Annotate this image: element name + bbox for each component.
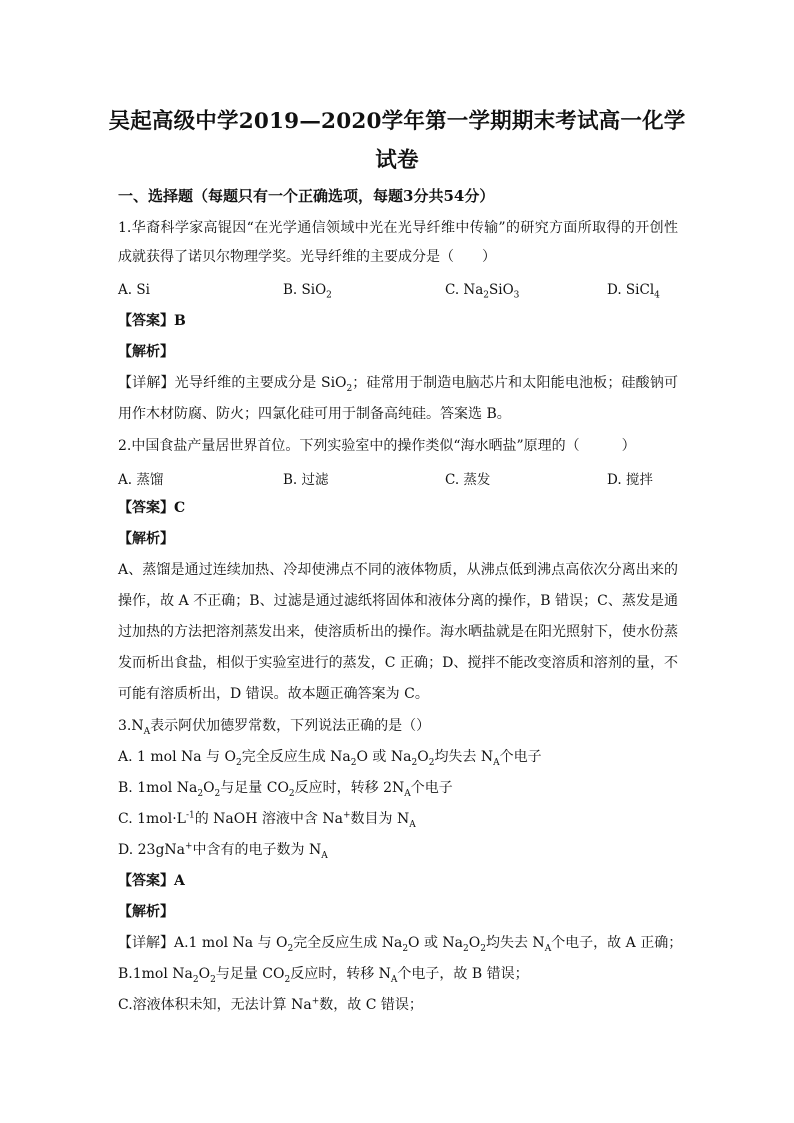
q3-option-d: D. 23gNa+中含有的电子数为 $N_A$ xyxy=(118,841,328,861)
q2-answer: 【答案】C xyxy=(118,500,186,516)
q3-detail-line2: B.1mol $Na_2O_2$与足量 $CO_2$反应时，转移 $N_A$个电子，故 B 错误； xyxy=(118,966,529,985)
q2-analysis-label: 【解析】 xyxy=(118,531,174,547)
q2-option-c: C. 蒸发 xyxy=(445,472,491,488)
q1-detail-line2: 用作木材防腐、防火；四氯化硅可用于制备高纯硅。答案选 B。 xyxy=(118,406,511,422)
q3-analysis-label: 【解析】 xyxy=(118,904,174,920)
q1-stem-line1: 1.华裔科学家高锟因“在光学通信领域中光在光导纤维中传输”的研究方面所取得的开创性 xyxy=(118,220,678,236)
q2-option-b: B. 过滤 xyxy=(283,472,329,488)
q2-option-a: A. 蒸馏 xyxy=(118,472,164,488)
q2-stem: 2.中国食盐产量居世界首位。下列实验室中的操作类似“海水晒盐”原理的（ ） xyxy=(118,438,636,454)
q3-answer: 【答案】A xyxy=(118,873,185,889)
q1-option-b: B. SiO$_2$ xyxy=(283,282,332,301)
q1-option-a: A. Si xyxy=(118,282,150,298)
q1-stem-line2: 成就获得了诺贝尔物理学奖。光导纤维的主要成分是（ ） xyxy=(118,249,496,265)
q1-option-c: C. $Na_2SiO_3$ xyxy=(445,282,520,301)
q2-analysis-line5: 可能有溶质析出，D 错误。故本题正确答案为 C。 xyxy=(118,686,429,702)
exam-title-line2: 试卷 xyxy=(375,148,419,173)
q1-analysis-label: 【解析】 xyxy=(118,344,174,360)
q3-stem: $3.N_A$表示阿伏加德罗常数，下列说法正确的是（） xyxy=(118,718,431,737)
q1-answer: 【答案】B xyxy=(118,313,186,329)
q3-detail-line1: 【详解】A.1 mol Na 与 $O_2$完全反应生成 $Na_2O$ 或 $Na_2O_2$均失去 $N_A$个电子，故 A 正确； xyxy=(118,935,683,954)
q3-detail-line3: C.溶液体积未知，无法计算 Na+数，故 C 错误； xyxy=(118,996,423,1013)
q2-option-d: D. 搅拌 xyxy=(607,472,653,488)
q2-analysis-line4: 发而析出食盐，相似于实验室进行的蒸发，C 正确；D、搅拌不能改变溶质和溶剂的量，不 xyxy=(118,655,678,671)
exam-title-line1: 吴起高级中学2019—2020学年第一学期期末考试高一化学 xyxy=(108,109,686,134)
q1-detail-line1: 【详解】光导纤维的主要成分是 SiO$_2$；硅常用于制造电脑芯片和太阳能电池板；硅酸钠可 xyxy=(118,375,679,394)
section-heading: 一、选择题（每题只有一个正确选项，每题3分共54分） xyxy=(118,187,495,205)
q3-option-c: C. $1mol\cdot L^{-1}$的 NaOH 溶液中含 Na+数目为 $N_A$ xyxy=(118,810,416,830)
q2-analysis-line3: 过加热的方法把溶剂蒸发出来，使溶质析出的操作。海水晒盐就是在阳光照射下，使水份蒸 xyxy=(118,624,678,640)
q3-option-a: A. 1 mol Na 与 $O_2$完全反应生成 $Na_2O$ 或 $Na_2O_2$均失去 $N_A$个电子 xyxy=(118,749,542,768)
q3-option-b: B. 1mol $Na_2O_2$与足量 $CO_2$反应时，转移 $2N_A$个电子 xyxy=(118,780,453,799)
q2-analysis-line2: 操作，故 A 不正确；B、过滤是通过滤纸将固体和液体分离的操作，B 错误；C、蒸发是通 xyxy=(118,593,678,609)
q1-option-d: D. SiCl$_4$ xyxy=(607,282,660,301)
q2-analysis-line1: A、蒸馏是通过连续加热、冷却使沸点不同的液体物质，从沸点低到沸点高依次分离出来的 xyxy=(118,562,678,578)
